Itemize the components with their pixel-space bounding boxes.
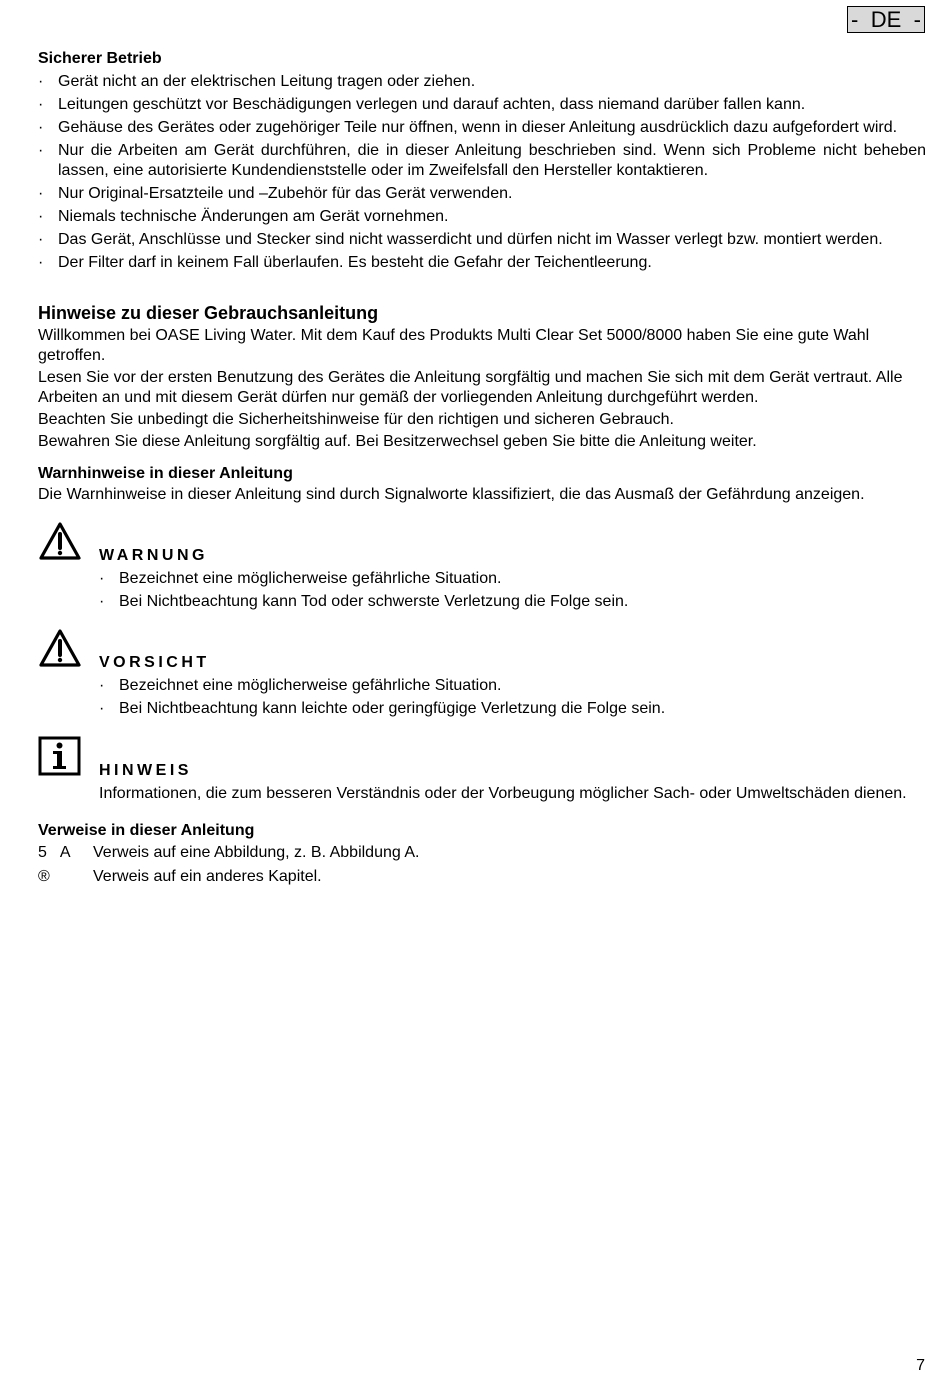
- list-item-text: Niemals technische Änderungen am Gerät vornehmen.: [58, 208, 449, 225]
- vorsicht-notice: [38, 628, 926, 719]
- list-item: [38, 72, 926, 92]
- bullet: ·: [38, 208, 44, 225]
- page-number: 7: [916, 1357, 925, 1374]
- list-item: [99, 592, 926, 612]
- figure-reference-symbol: [38, 843, 93, 863]
- figure-reference-text: Verweis auf eine Abbildung, z. B. Abbildung A.: [93, 844, 420, 861]
- warnung-notice: [38, 521, 926, 612]
- list-item: [99, 676, 926, 696]
- list-item: [38, 95, 926, 115]
- info-icon: [38, 736, 82, 776]
- hinweis-notice: [38, 736, 926, 804]
- language-code: DE: [870, 7, 902, 32]
- hinweis-signal-word: HINWEIS: [99, 762, 192, 779]
- bullet: ·: [99, 677, 105, 694]
- warnings-intro: Die Warnhinweise in dieser Anleitung sind durch Signalworte klassifiziert, die das Ausmaß der Gefährdung anzeigen.: [38, 486, 865, 503]
- chapter-reference-text: Verweis auf ein anderes Kapitel.: [93, 868, 322, 885]
- list-item: [38, 207, 926, 227]
- warnings-heading: Warnhinweise in dieser Anleitung: [38, 465, 293, 482]
- list-item-text: Der Filter darf in keinem Fall überlaufen. Es besteht die Gefahr der Teichentleerung.: [58, 254, 652, 271]
- bullet: ·: [38, 119, 44, 136]
- manual-notes-paragraph: Beachten Sie unbedingt die Sicherheitshinweise für den richtigen und sicheren Gebrauch.: [38, 411, 674, 428]
- list-item-text: Gerät nicht an der elektrischen Leitung tragen oder ziehen.: [58, 73, 476, 90]
- bullet: ·: [38, 185, 44, 202]
- list-item-text: Das Gerät, Anschlüsse und Stecker sind nicht wasserdicht und dürfen nicht im Wasser verlegt bzw. montiert werden.: [58, 231, 883, 248]
- manual-notes-heading: Hinweise zu dieser Gebrauchsanleitung: [38, 303, 379, 323]
- warnung-signal-word: WARNUNG: [99, 547, 208, 564]
- bullet: ·: [38, 254, 44, 271]
- chapter-reference-symbol: ®: [38, 868, 50, 885]
- list-item-text: Gehäuse des Gerätes oder zugehöriger Teile nur öffnen, wenn in dieser Anleitung ausdrücklich dazu aufgefordert wird.: [58, 119, 898, 136]
- list-item-text: Leitungen geschützt vor Beschädigungen verlegen und darauf achten, dass niemand darüber fallen kann.: [58, 96, 806, 113]
- list-item: [38, 118, 926, 138]
- bullet: ·: [99, 700, 105, 717]
- list-item-text: Bezeichnet eine möglicherweise gefährliche Situation.: [119, 677, 502, 694]
- language-badge: [847, 6, 925, 33]
- bullet: ·: [38, 96, 44, 113]
- figure-reference-letter: A: [59, 844, 71, 861]
- manual-notes-paragraph: Willkommen bei OASE Living Water. Mit dem Kauf des Produkts Multi Clear Set 5000/8000 haben Sie eine gute Wahl getroffen.: [38, 327, 870, 364]
- page-content: [38, 48, 926, 891]
- references-heading: Verweise in dieser Anleitung: [38, 822, 255, 839]
- references-list: [38, 843, 926, 887]
- bullet: ·: [99, 570, 105, 587]
- manual-notes-paragraph: Bewahren Sie diese Anleitung sorgfältig auf. Bei Besitzerwechsel geben Sie bitte die Anleitung weiter.: [38, 433, 757, 450]
- warning-triangle-icon: [38, 521, 82, 561]
- safe-operation-list: [38, 72, 926, 273]
- list-item: [38, 184, 926, 204]
- bullet: ·: [99, 593, 105, 610]
- hinweis-text: Informationen, die zum besseren Verständnis oder der Vorbeugung möglicher Sach- oder Umweltschäden dienen.: [99, 785, 907, 802]
- figure-reference-row: [38, 843, 926, 863]
- list-item: [99, 569, 926, 589]
- list-item-text: Nur Original-Ersatzteile und –Zubehör für das Gerät verwenden.: [58, 185, 513, 202]
- bullet: ·: [38, 231, 44, 248]
- list-item: [38, 141, 926, 181]
- list-item-text: Bei Nichtbeachtung kann leichte oder geringfügige Verletzung die Folge sein.: [119, 700, 666, 717]
- vorsicht-signal-word: VORSICHT: [99, 654, 210, 671]
- warning-triangle-icon: [38, 628, 82, 668]
- list-item: [38, 253, 926, 273]
- bullet: ·: [38, 142, 44, 159]
- vorsicht-list: [99, 676, 926, 719]
- list-item-text: Nur die Arbeiten am Gerät durchführen, die in dieser Anleitung beschrieben sind. Wenn sich Probleme nicht beheben lassen, eine autorisierte Kundendienststelle oder im Zweifelsfall den Hersteller kontaktieren.: [58, 142, 926, 179]
- list-item: [99, 699, 926, 719]
- warnung-list: [99, 569, 926, 612]
- list-item-text: Bei Nichtbeachtung kann Tod oder schwerste Verletzung die Folge sein.: [119, 593, 629, 610]
- list-item: [38, 230, 926, 250]
- figure-reference-number: 5: [38, 844, 47, 861]
- manual-notes-paragraph: Lesen Sie vor der ersten Benutzung des Gerätes die Anleitung sorgfältig und machen Sie sich mit dem Gerät vertraut. Alle Arbeiten an und mit diesem Gerät dürfen nur gemäß der vorliegenden Anleitung durchgeführt werden.: [38, 369, 903, 406]
- list-item-text: Bezeichnet eine möglicherweise gefährliche Situation.: [119, 570, 502, 587]
- bullet: ·: [38, 73, 44, 90]
- language-dash-left: -: [851, 7, 859, 32]
- safe-operation-heading: Sicherer Betrieb: [38, 50, 162, 67]
- chapter-reference-row: [38, 867, 926, 887]
- language-dash-right: -: [913, 7, 921, 32]
